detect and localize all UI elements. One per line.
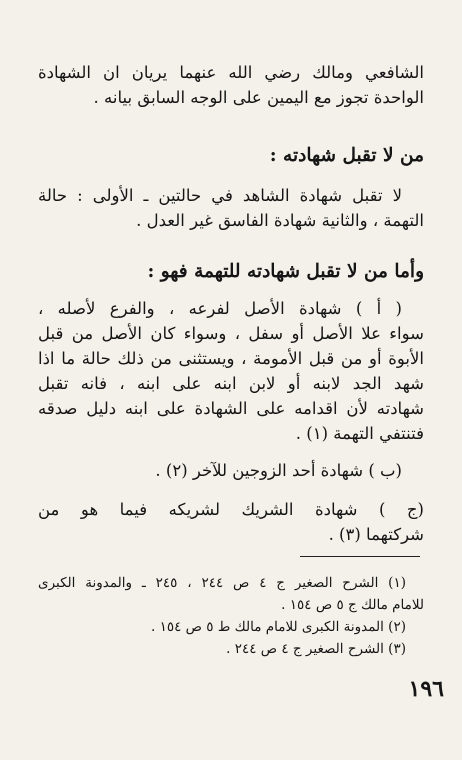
footnotes xyxy=(38,572,424,660)
footnote-separator xyxy=(300,556,420,557)
paragraph-two-line-1: لا تقبل شهادة الشاهد في حالتين ـ الأولى : حالة xyxy=(38,186,402,205)
heading-1-text: من لا تقبل شهادته : xyxy=(269,145,424,166)
item-b-paragraph xyxy=(38,458,424,483)
intro-line-1: الشافعي ومالك رضي الله عنهما يريان ان الشهادة xyxy=(38,63,424,82)
section-heading-2 xyxy=(38,259,424,285)
footnote-2: (٢) المدونة الكبرى للامام مالك ط ٥ ص ١٥٤ . xyxy=(151,619,406,635)
footnote-1-line-1: (١) الشرح الصغير ج ٤ ص ٢٤٤ ، ٢٤٥ ـ والمدونة الكبرى xyxy=(38,575,406,591)
footnote-1-line-2: للامام مالك ج ٥ ص ١٥٤ . xyxy=(281,597,424,613)
page-number: ١٩٦ xyxy=(408,676,444,702)
item-c-line-2: شركتهما (٣) . xyxy=(328,525,424,544)
item-a-line-2: سواء علا الأصل أو سفل ، وسواء كان الأصل من قبل xyxy=(38,324,424,343)
intro-line-2: الواحدة تجوز مع اليمين على الوجه السابق بيانه . xyxy=(93,88,424,107)
item-c-paragraph xyxy=(38,497,424,547)
heading-2-text: وأما من لا تقبل شهادته للتهمة فهو : xyxy=(147,261,424,282)
item-c-line-1: (ج ) شهادة الشريك لشريكه فيما هو من xyxy=(38,500,424,519)
item-a-line-5: شهادته لأن اقدامه على الشهادة على ابنه دليل صدقه xyxy=(38,399,424,418)
footnote-3: (٣) الشرح الصغير ج ٤ ص ٢٤٤ . xyxy=(226,641,406,657)
item-a-line-4: شهد الجد لابنه أو لابن ابنه على ابنه ، فانه تقبل xyxy=(38,374,424,393)
item-a-line-1: ( أ ) شهادة الأصل لفرعه ، والفرع لأصله ، xyxy=(38,299,402,318)
paragraph-two xyxy=(38,183,424,233)
item-a-paragraph xyxy=(38,296,424,446)
section-heading-1 xyxy=(38,143,424,169)
item-a-line-6: فتنتفي التهمة (١) . xyxy=(295,424,424,443)
item-a-line-3: الأبوة أو من قبل الأمومة ، ويستثنى من ذلك حالة ما اذا xyxy=(38,349,424,368)
item-b-line: (ب ) شهادة أحد الزوجين للآخر (٢) . xyxy=(155,461,402,480)
intro-paragraph xyxy=(38,60,424,110)
paragraph-two-line-2: التهمة ، والثانية شهادة الفاسق غير العدل . xyxy=(136,211,424,230)
